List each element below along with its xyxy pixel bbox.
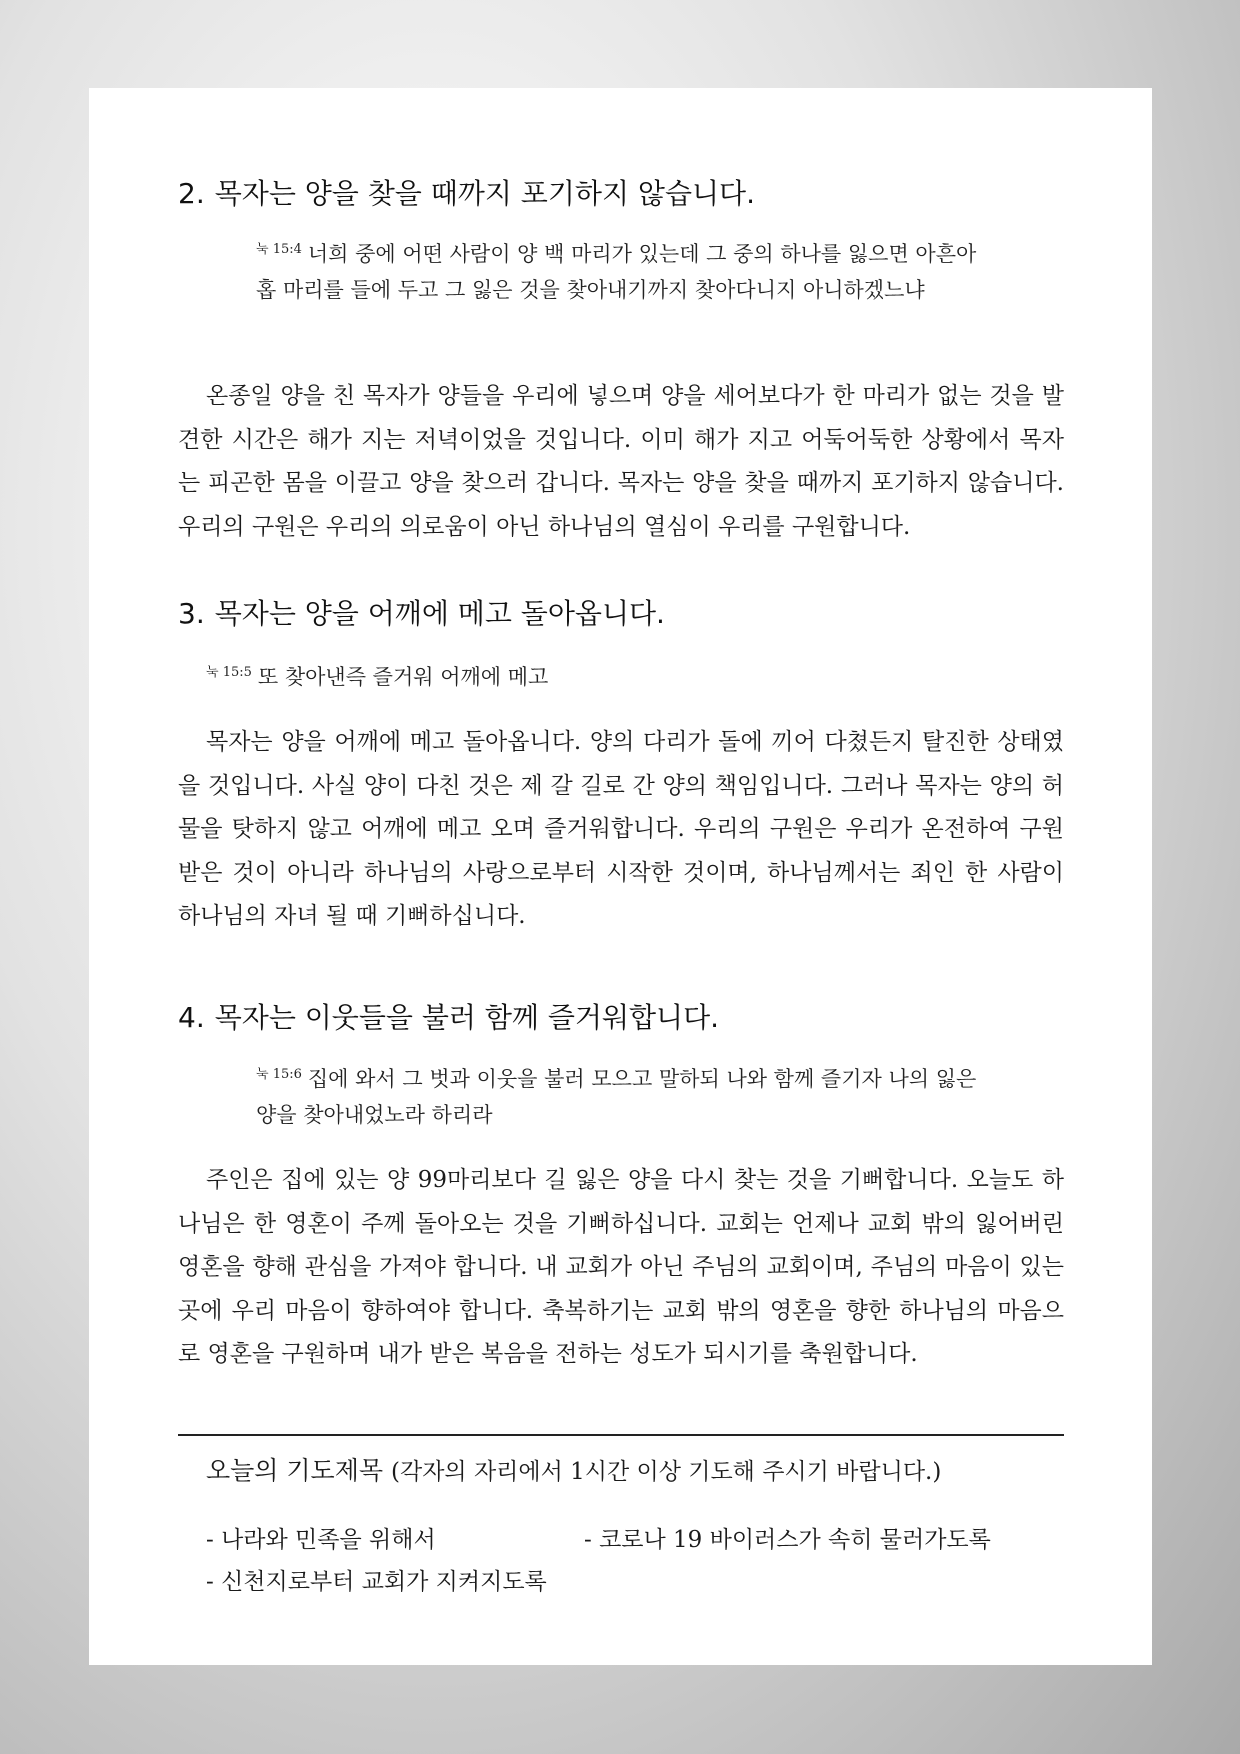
section-number: 3. xyxy=(178,597,205,630)
body-paragraph: 목자는 양을 어깨에 메고 돌아옵니다. 양의 다리가 돌에 끼어 다쳤든지 탈진한 상태였을 것입니다. 사실 양이 다친 것은 제 갈 길로 간 양의 책임입니다. 그러나 목자는 양의 허물을 탓하지 않고 어깨에 메고 오며 즐거워합니다. 우리의 구원은 우리가 온전하여 구원받은 것이 아니라 하나님의 사랑으로부터 시작한 것이며, 하나님께서는 죄인 한 사람이 하나님의 자녀 될 때 기뻐하십니다. xyxy=(178,729,1064,930)
body-paragraph: 주인은 집에 있는 양 99마리보다 길 잃은 양을 다시 찾는 것을 기뻐합니다. 오늘도 하나님은 한 영혼이 주께 돌아오는 것을 기뻐하십니다. 교회는 언제나 교회 밖의 잃어버린 영혼을 향해 관심을 가져야 합니다. 내 교회가 아닌 주님의 교회이며, 주님의 마음이 있는 곳에 우리 마음이 향하여야 합니다. 축복하기는 교회 밖의 영혼을 향한 하나님의 마음으로 영혼을 구원하며 내가 받은 복음을 전하는 성도가 되시기를 축원합니다. xyxy=(178,1167,1064,1368)
section-number: 4. xyxy=(178,1001,205,1034)
verse-reference: 눅 15:5 xyxy=(206,665,252,680)
prayer-heading xyxy=(206,1453,941,1490)
section-heading xyxy=(178,1000,719,1036)
verse-text: 또 찾아낸즉 즐거워 어깨에 메고 xyxy=(257,665,549,689)
verse-text: 너희 중에 어떤 사람이 양 백 마리가 있는데 그 중의 하나를 잃으면 아흔아홉 마리를 들에 두고 그 잃은 것을 찾아내기까지 찾아다니지 아니하겠느냐 xyxy=(256,242,977,302)
body-paragraph: 온종일 양을 친 목자가 양들을 우리에 넣으며 양을 세어보다가 한 마리가 없는 것을 발견한 시간은 해가 지는 저녁이었을 것입니다. 이미 해가 지고 어둑어둑한 상황에서 목자는 피곤한 몸을 이끌고 양을 찾으러 갑니다. 목자는 양을 찾을 때까지 포기하지 않습니다. 우리의 구원은 우리의 의로움이 아닌 하나님의 열심이 우리를 구원합니다. xyxy=(178,383,1064,540)
section-title: 목자는 양을 어깨에 메고 돌아옵니다. xyxy=(214,597,665,630)
prayer-item: - 코로나 19 바이러스가 속히 물러가도록 xyxy=(584,1527,991,1553)
section-heading xyxy=(178,176,755,212)
section-title: 목자는 이웃들을 불러 함께 즐거워합니다. xyxy=(214,1001,720,1034)
divider xyxy=(178,1434,1064,1436)
section-number: 2. xyxy=(178,177,205,210)
section-title: 목자는 양을 찾을 때까지 포기하지 않습니다. xyxy=(214,177,755,210)
section-heading xyxy=(178,596,665,632)
scripture-quote xyxy=(256,1057,996,1133)
scripture-quote xyxy=(206,655,1026,695)
verse-reference: 눅 15:6 xyxy=(256,1067,302,1082)
document-page xyxy=(89,88,1152,1665)
prayer-note: (각자의 자리에서 1시간 이상 기도해 주시기 바랍니다.) xyxy=(391,1459,942,1485)
verse-reference: 눅 15:4 xyxy=(256,242,302,257)
prayer-item: - 신천지로부터 교회가 지켜지도록 xyxy=(206,1569,547,1595)
prayer-item: - 나라와 민족을 위해서 xyxy=(206,1527,436,1553)
scripture-quote xyxy=(256,232,996,308)
verse-text: 집에 와서 그 벗과 이웃을 불러 모으고 말하되 나와 함께 즐기자 나의 잃은 양을 찾아내었노라 하리라 xyxy=(256,1067,977,1127)
prayer-label: 오늘의 기도제목 xyxy=(206,1456,383,1485)
